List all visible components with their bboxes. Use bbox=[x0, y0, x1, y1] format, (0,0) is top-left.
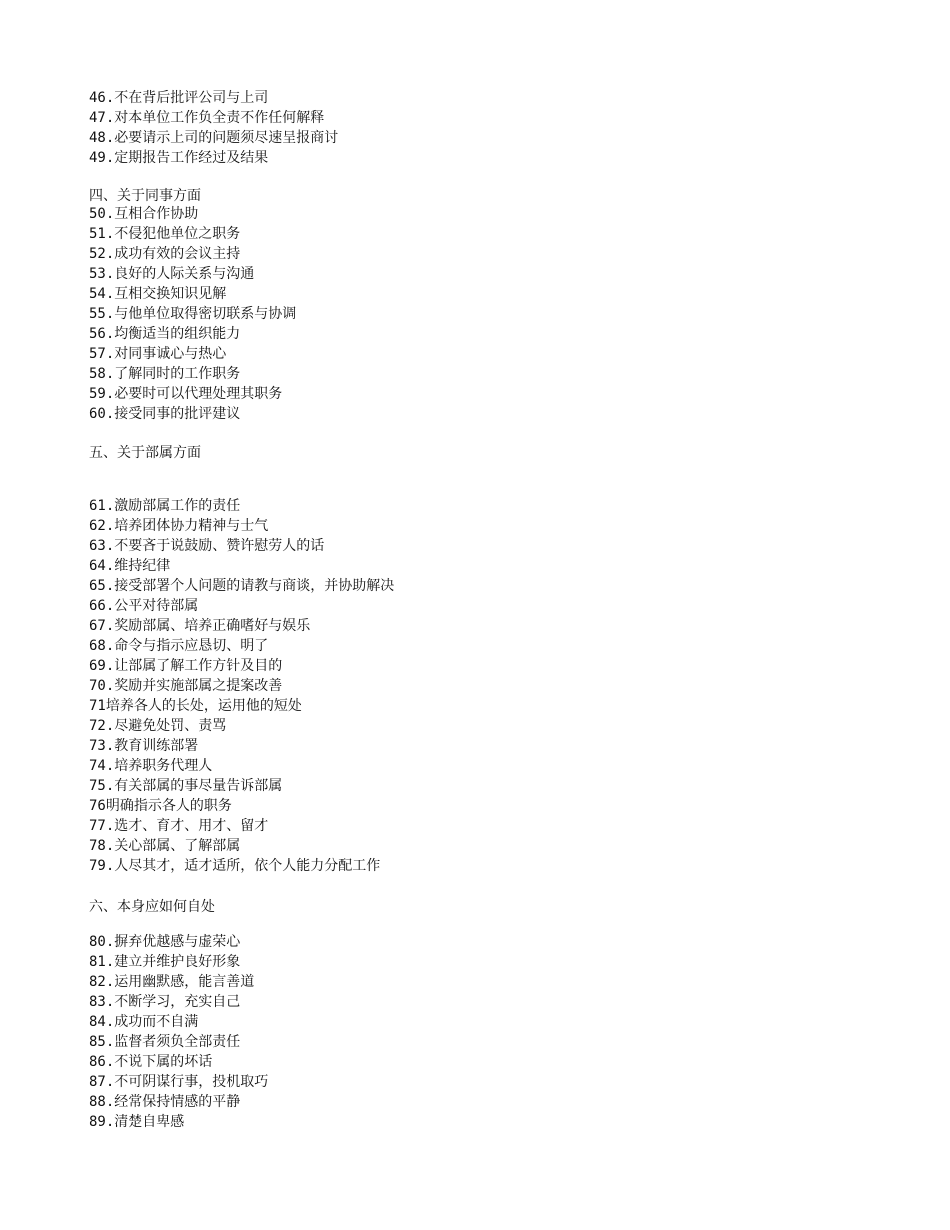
list-item: 82.运用幽默感，能言善道 bbox=[89, 974, 255, 990]
list-item: 57.对同事诚心与热心 bbox=[89, 346, 227, 362]
list-item: 49.定期报告工作经过及结果 bbox=[89, 150, 269, 166]
list-item: 69.让部属了解工作方针及目的 bbox=[89, 658, 283, 674]
list-item: 62.培养团体协力精神与士气 bbox=[89, 518, 269, 534]
list-item: 83.不断学习，充实自己 bbox=[89, 994, 241, 1010]
list-item: 46.不在背后批评公司与上司 bbox=[89, 90, 269, 106]
list-item: 76明确指示各人的职务 bbox=[89, 798, 232, 814]
list-item: 50.互相合作协助 bbox=[89, 206, 199, 222]
list-item: 88.经常保持情感的平静 bbox=[89, 1094, 241, 1110]
list-item: 60.接受同事的批评建议 bbox=[89, 406, 241, 422]
list-item: 79.人尽其才，适才适所，依个人能力分配工作 bbox=[89, 858, 381, 874]
list-item: 68.命令与指示应恳切、明了 bbox=[89, 638, 269, 654]
list-item: 61.激励部属工作的责任 bbox=[89, 498, 241, 514]
list-item: 89.清楚自卑感 bbox=[89, 1114, 185, 1130]
list-item: 64.维持纪律 bbox=[89, 558, 171, 574]
list-item: 85.监督者须负全部责任 bbox=[89, 1034, 241, 1050]
list-item: 55.与他单位取得密切联系与协调 bbox=[89, 306, 297, 322]
list-item: 66.公平对待部属 bbox=[89, 598, 199, 614]
list-item: 75.有关部属的事尽量告诉部属 bbox=[89, 778, 283, 794]
list-item: 80.摒弃优越感与虚荣心 bbox=[89, 934, 241, 950]
section-heading: 五、关于部属方面 bbox=[89, 445, 201, 461]
list-item: 86.不说下属的坏话 bbox=[89, 1054, 213, 1070]
list-item: 77.选才、育才、用才、留才 bbox=[89, 818, 269, 834]
list-item: 52.成功有效的会议主持 bbox=[89, 246, 241, 262]
section-heading: 四、关于同事方面 bbox=[89, 188, 201, 204]
list-item: 78.关心部属、了解部属 bbox=[89, 838, 241, 854]
list-item: 51.不侵犯他单位之职务 bbox=[89, 226, 241, 242]
list-item: 53.良好的人际关系与沟通 bbox=[89, 266, 255, 282]
list-item: 70.奖励并实施部属之提案改善 bbox=[89, 678, 283, 694]
list-item: 63.不要吝于说鼓励、赞许慰劳人的话 bbox=[89, 538, 325, 554]
section-heading: 六、本身应如何自处 bbox=[89, 899, 215, 915]
list-item: 58.了解同时的工作职务 bbox=[89, 366, 241, 382]
list-item: 81.建立并维护良好形象 bbox=[89, 954, 241, 970]
list-item: 73.教育训练部署 bbox=[89, 738, 199, 754]
list-item: 72.尽避免处罚、责骂 bbox=[89, 718, 227, 734]
list-item: 65.接受部署个人问题的请教与商谈，并协助解决 bbox=[89, 578, 395, 594]
list-item: 54.互相交换知识见解 bbox=[89, 286, 227, 302]
list-item: 71培养各人的长处，运用他的短处 bbox=[89, 698, 302, 714]
list-item: 56.均衡适当的组织能力 bbox=[89, 326, 241, 342]
list-item: 74.培养职务代理人 bbox=[89, 758, 213, 774]
list-item: 67.奖励部属、培养正确嗜好与娱乐 bbox=[89, 618, 311, 634]
list-item: 48.必要请示上司的问题须尽速呈报商讨 bbox=[89, 130, 339, 146]
list-item: 47.对本单位工作负全责不作任何解释 bbox=[89, 110, 325, 126]
list-item: 84.成功而不自满 bbox=[89, 1014, 199, 1030]
list-item: 87.不可阴谋行事，投机取巧 bbox=[89, 1074, 269, 1090]
list-item: 59.必要时可以代理处理其职务 bbox=[89, 386, 283, 402]
